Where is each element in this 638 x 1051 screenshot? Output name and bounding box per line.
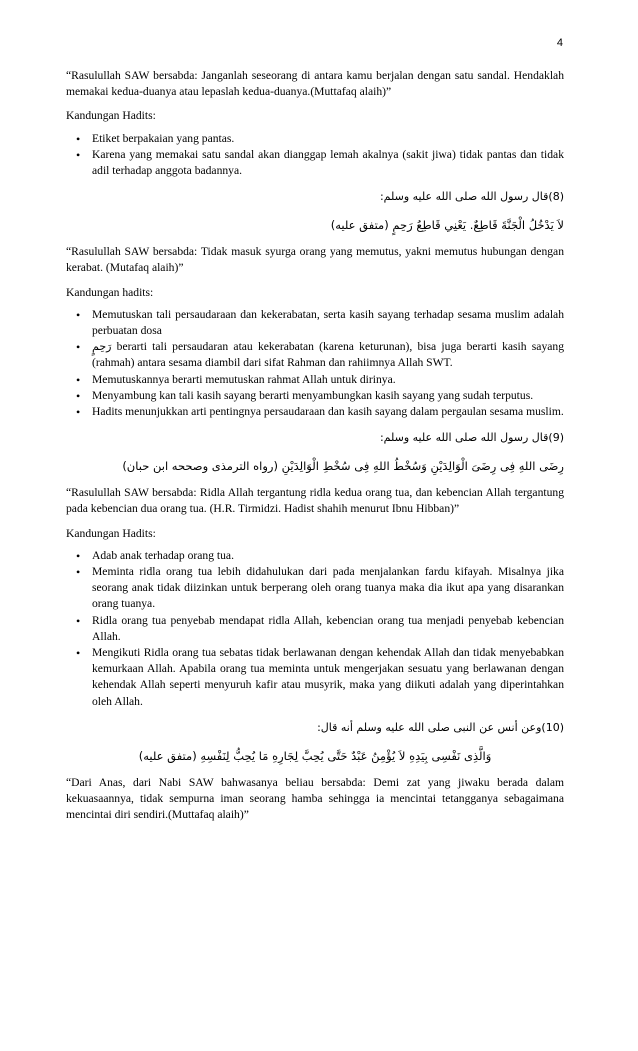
hadith-intro-arabic: (8)قال رسول الله صلى الله عليه وسلم:: [379, 190, 564, 204]
hadith-arabic-text: لاَ يَدْخُلُ الْجَنَّةَ قَاطِعٌ. يَعْنِي قَاطِعُ رَحِمٍ (متفق عليه): [330, 218, 564, 233]
hadith-translation: “Rasulullah SAW bersabda: Ridla Allah tergantung ridla kedua orang tua, dan kebencian Allah tergantung pada kebencian dua orang tua. (H.R. Tirmidzi. Hadist shahih menurut Ibnu Hibban)”: [66, 486, 564, 516]
section-heading: Kandungan Hadits:: [66, 526, 156, 540]
page-number: 4: [556, 37, 563, 49]
section-heading: Kandungan Hadits:: [66, 109, 156, 123]
page-content: [66, 68, 564, 832]
list-item: • Memutuskan tali persaudaraan dan kekerabatan, serta kasih sayang terhadap sesama muslim adalah perbuatan dosa: [92, 307, 564, 339]
hadith-arabic-text: وَالَّذِى نَفْسِى بِيَدِهِ لاَ يُؤْمِنُ عَبْدٌ حَتَّى يُحِبَّ لِجَارِهِ مَا يُحِبُّ لِنَفْسِهِ (متفق عليه): [138, 748, 492, 763]
list-item: • Menyambung kan tali kasih sayang berarti menyambungkan kasih sayang yang sudah terputus.: [92, 388, 564, 404]
hadith-intro-arabic: (9)قال رسول الله صلى الله عليه وسلم:: [379, 431, 564, 445]
list-item: [92, 339, 564, 371]
section-heading: Kandungan hadits:: [66, 285, 154, 299]
bullet-list: [66, 548, 564, 710]
list-item: • Etiket berpakaian yang pantas.: [92, 131, 564, 147]
arabic-term: رَحِمٍ: [92, 340, 112, 354]
list-item: • Memutuskannya berarti memutuskan rahmat Allah untuk dirinya.: [92, 372, 564, 388]
list-item: • Mengikuti Ridla orang tua sebatas tidak berlawanan dengan kehendak Allah dan tidak menyebabkan kemurkaan Allah. Apabila orang tua meminta untuk mengerjakan sesuatu yang berlawanan dengan kehendak Allah seperti menyuruh kafir atau musyrik, maka yang diikuti adalah yang diperintahkan oleh Allah.: [92, 645, 564, 710]
bullet-list: [66, 307, 564, 420]
list-item: • Meminta ridla orang tua lebih didahulukan dari pada menjalankan fardu kifayah. Misalnya jika seorang anak tidak diizinkan untuk berperang oleh orang tuanya maka dia ikut apa yang disarankan orang tuanya.: [92, 564, 564, 613]
hadith-translation: “Rasulullah SAW bersabda: Janganlah seseorang di antara kamu berjalan dengan satu sandal. Hendaklah memakai kedua-duanya atau lepaslah kedua-duanya.(Muttafaq alaih)”: [66, 69, 564, 99]
list-item: • Ridla orang tua penyebab mendapat ridla Allah, kebencian orang tua menjadi penyebab kebencian Allah.: [92, 613, 564, 645]
list-item: • Hadits menunjukkan arti pentingnya persaudaraan dan kasih sayang dalam pergaulan sesama muslim.: [92, 404, 564, 420]
hadith-arabic-text: رِضَى اللهِ فِى رِضَىَ الْوَالِدَيْنِ وَسُخْطُ اللهِ فِى سُخْطِ الْوَالِدَيْنِ (رواه الترمذى وصححه ابن حبان): [122, 459, 564, 474]
hadith-translation: “Dari Anas, dari Nabi SAW bahwasanya beliau bersabda: Demi zat yang jiwaku berada dalam kekuasaannya, tidak sempurna iman seorang hamba sehingga ia mencintai tetangganya sebagaimana mencintai diri sendiri.(Muttafaq alaih)”: [66, 775, 564, 822]
list-item: • Karena yang memakai satu sandal akan dianggap lemah akalnya (sakit jiwa) tidak pantas dan tidak adil terhadap anggota badannya.: [92, 147, 564, 179]
list-item-text: berarti tali persaudaran atau kekerabatan (karena keturunan), bisa juga berarti kasih sayang (rahmah) antara sesama diambil dari sifat Rahman dan rahiimnya Allah SWT.: [92, 340, 564, 370]
hadith-translation: “Rasulullah SAW bersabda: Tidak masuk syurga orang yang memutus, yakni memutus hubungan dengan kerabat. (Mutafaq alaih)”: [66, 245, 564, 275]
bullet-list: [66, 131, 564, 180]
hadith-intro-arabic: (10)وعن أنس عن النبى صلى الله عليه وسلم أنه قال:: [317, 720, 564, 734]
list-item: • Adab anak terhadap orang tua.: [92, 548, 564, 564]
